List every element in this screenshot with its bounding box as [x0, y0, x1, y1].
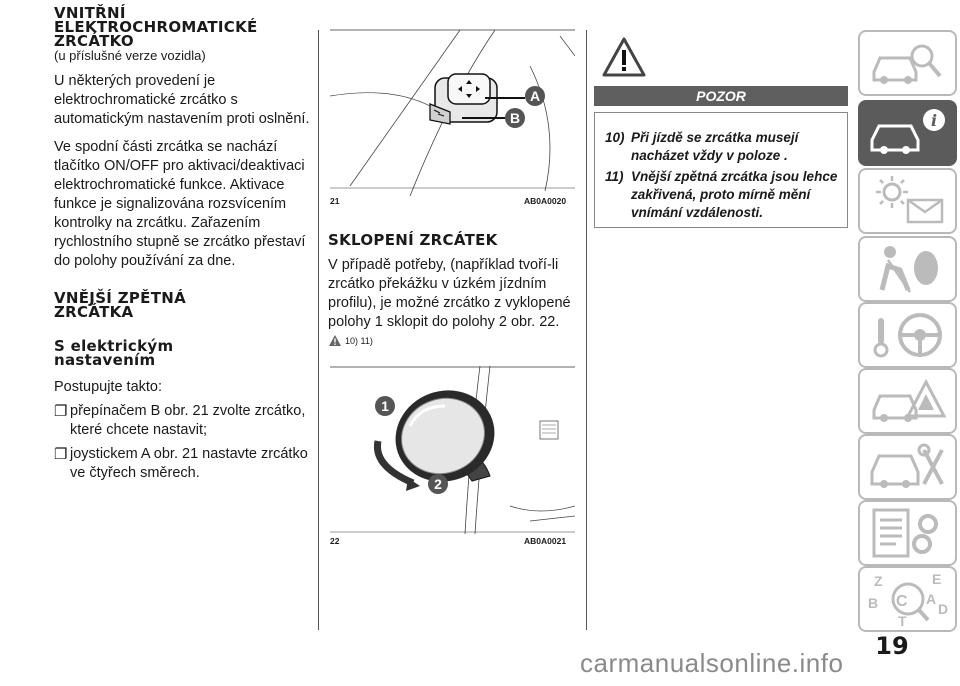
- warning-text: Vnější zpětná zrcátka jsou lehce zakřivená, proto mírně mění vnímání vzdálenosti.: [631, 169, 838, 220]
- tab-dashboard[interactable]: [858, 30, 957, 96]
- figure-21-mirror-switch: [330, 26, 575, 196]
- warning-number: 11): [605, 169, 624, 184]
- paragraph-on-off: Ve spodní části zrcátka se nachází tlačítko ON/OFF pro aktivaci/deaktivaci elektrochromatické funkce. Aktivace funkce je signalizována rozsvícením kontrolky na zrcátku. Zařazením rychlostního stupně se zrcátko přestaví do polohy používání za dne.: [54, 139, 306, 269]
- callout-b: B: [509, 110, 521, 126]
- tab-safety[interactable]: [858, 236, 957, 302]
- page-number: 19: [875, 632, 909, 660]
- letter: B: [868, 595, 879, 611]
- warning-refs: [328, 334, 373, 347]
- warning-number: 10): [605, 130, 625, 145]
- index-gear-icon: [860, 502, 955, 564]
- tab-index[interactable]: [858, 566, 957, 632]
- letter: Z: [874, 573, 883, 589]
- figure-number: 21: [330, 196, 340, 206]
- subsection-title-electric: S elektrickým nastavením: [54, 337, 174, 369]
- warning-triangle-icon: [328, 334, 342, 347]
- callout-a: A: [529, 88, 541, 104]
- paragraph-intro: U některých provedení je elektrochromatické zrcátko s automatickým nastavením proti oslnění.: [54, 73, 310, 127]
- info-glyph: i: [930, 111, 938, 130]
- car-search-icon: [860, 32, 955, 94]
- steering-icon: [860, 304, 955, 366]
- callout-1: 1: [381, 398, 389, 414]
- watermark: carmanualsonline.info: [580, 648, 844, 678]
- tab-maintenance[interactable]: [858, 434, 957, 500]
- list-item: [54, 445, 310, 483]
- car-service-icon: [860, 436, 955, 498]
- breakdown-icon: [860, 370, 955, 432]
- warning-text: Při jízdě se zrcátka musejí nacházet vždy v poloze .: [631, 130, 799, 163]
- column-1: [54, 6, 310, 483]
- tab-knowing-car[interactable]: [858, 100, 957, 166]
- list-item: [54, 402, 310, 440]
- letter: D: [938, 601, 949, 617]
- airbag-icon: [860, 238, 955, 300]
- tab-emergency[interactable]: [858, 368, 957, 434]
- figure-22-mirror-fold: [330, 366, 575, 534]
- door-switch-illustration: [330, 26, 575, 196]
- section-title-interior-mirror: VNITŘNÍ ELEKTROCHROMATICKÉ ZRCÁTKO: [54, 4, 258, 50]
- letter: T: [898, 613, 907, 629]
- list-item: [605, 168, 841, 222]
- lights-mail-icon: [860, 170, 955, 232]
- list-item: [605, 129, 841, 165]
- exterior-mirror-illustration: [330, 366, 575, 534]
- warning-box: [594, 112, 848, 228]
- section-title-folding: SKLOPENÍ ZRCÁTEK: [328, 231, 498, 249]
- callout-2: 2: [434, 476, 442, 492]
- tab-starting-driving[interactable]: [858, 302, 957, 368]
- section-subtitle: (u příslušné verze vozidla): [54, 48, 206, 63]
- figure-number: 22: [330, 536, 340, 546]
- letter: C: [896, 593, 908, 610]
- tab-technical-data[interactable]: [858, 500, 957, 566]
- figure-code: AB0A0021: [524, 536, 567, 546]
- paragraph-folding: V případě potřeby, (například tvoří-li zrcátko překážku v úzkém jízdním profilu), je možné zrcátko z vyklopené polohy 1 sklopit do polohy 2 obr. 22.: [328, 257, 571, 330]
- bullet-text: přepínačem B obr. 21 zvolte zrcátko, které chcete nastavit;: [70, 403, 306, 438]
- paragraph-procedure: Postupujte takto:: [54, 379, 163, 395]
- warning-triangle-icon: [602, 36, 646, 78]
- bullet-text: joystickem A obr. 21 nastavte zrcátko ve čtyřech směrech.: [70, 446, 308, 481]
- tab-instruments[interactable]: [858, 168, 957, 234]
- alphabet-icon: [860, 568, 955, 630]
- section-title-exterior-mirrors: VNĚJŠÍ ZPĚTNÁ ZRCÁTKA: [54, 289, 187, 321]
- warning-title: POZOR: [594, 86, 848, 106]
- column-divider: [586, 30, 587, 630]
- checkbox-bullet-icon: ❐: [54, 446, 68, 463]
- figure-code: AB0A0020: [524, 196, 567, 206]
- column-divider: [318, 30, 319, 630]
- letter: E: [932, 571, 942, 587]
- car-info-icon: [860, 102, 955, 164]
- warning-refs-text: 10) 11): [345, 335, 373, 346]
- letter: A: [926, 591, 937, 607]
- checkbox-bullet-icon: ❐: [54, 403, 68, 420]
